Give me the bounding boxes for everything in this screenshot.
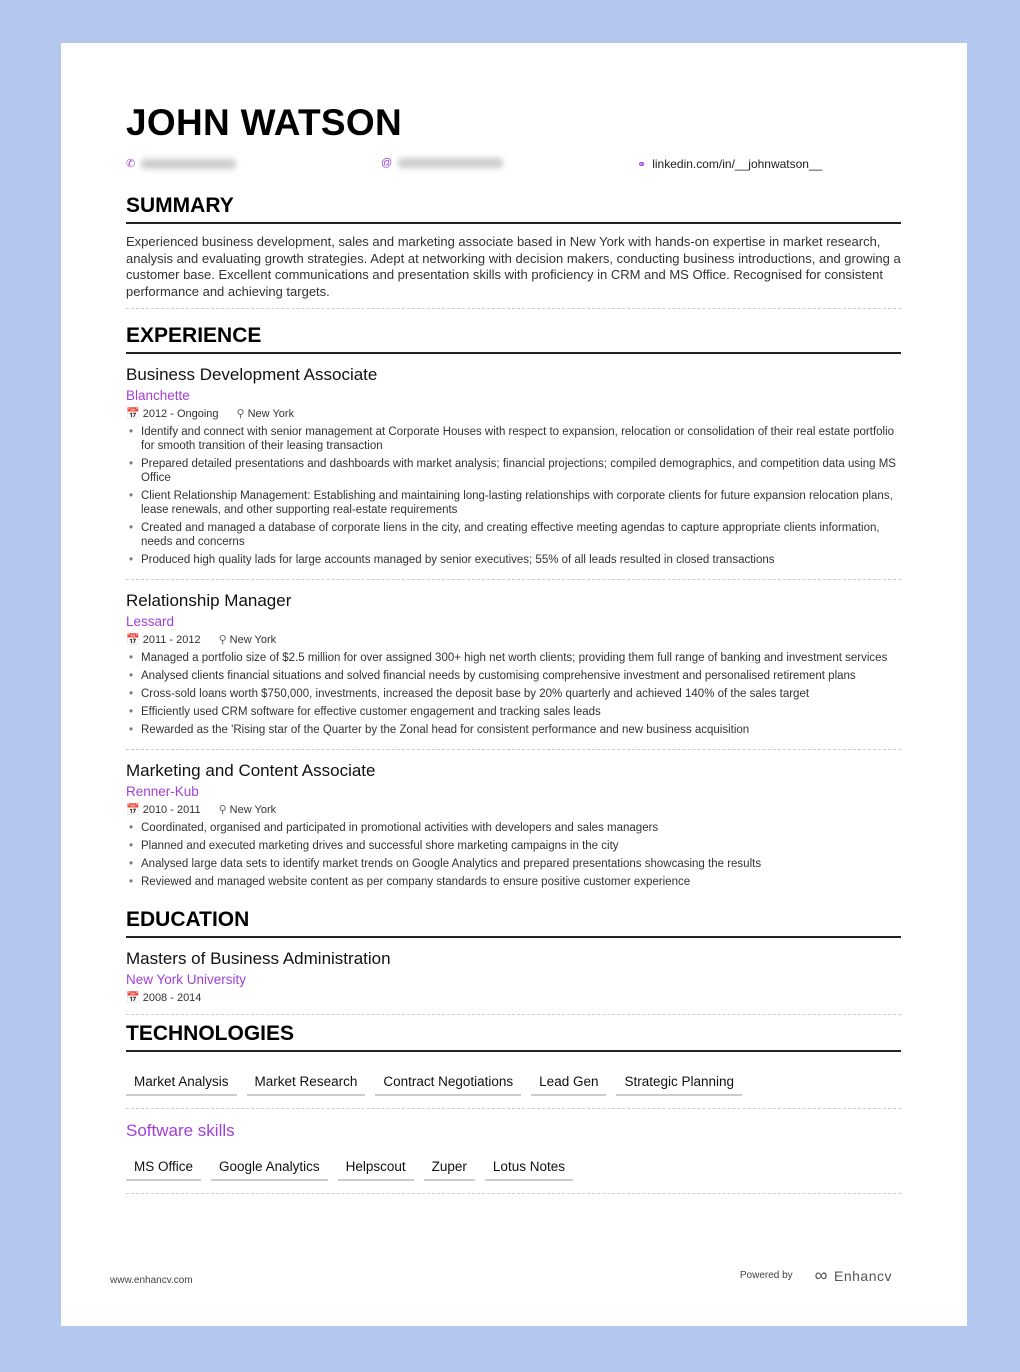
bullet-item: • Created and managed a database of corporate liens in the city, and creating effective meeting agendas to capture appropriate clients information, needs and concerns [126, 521, 901, 549]
job-dates: 2011 - 2012 [142, 634, 201, 646]
job-entry [126, 750, 901, 901]
education-entry [126, 938, 901, 1015]
job-dates: 2010 - 2011 [142, 804, 201, 816]
phone-redacted [141, 159, 236, 169]
software-tag: MS Office [126, 1159, 201, 1181]
bullet-item: • Managed a portfolio size of $2.5 million for over assigned 300+ high net worth clients; providing them full range of banking and investment services [126, 651, 901, 665]
experience-heading: EXPERIENCE [126, 323, 901, 354]
email-redacted [398, 158, 503, 168]
candidate-name: JOHN WATSON [126, 102, 403, 143]
infinity-heart-icon: ∞ [814, 1265, 829, 1285]
calendar-icon: 📅 [126, 408, 140, 420]
email-contact [381, 157, 503, 169]
summary-text: Experienced business development, sales and marketing associate based in New York with hands-on expertise in market research, analysis and evaluating growth strategies. Adept at networking with decision makers, conducting business introductions, and growing a customer base. Excellent communications and presentation skills with proficiency in CRM and MS Office. Recognised for consistent performance and achieving targets. [126, 234, 901, 309]
bullet-item: • Efficiently used CRM software for effective customer engagement and tracking sales leads [126, 705, 901, 719]
bullet-item: • Client Relationship Management: Establishing and maintaining long-lasting relationships with corporate clients for future expansion relocation plans, lease renewals, and other supporting real-estate requirements [126, 489, 901, 517]
technology-tag: Market Research [247, 1074, 366, 1096]
company-name: Blanchette [126, 388, 190, 403]
software-tag: Google Analytics [211, 1159, 328, 1181]
job-meta [126, 406, 901, 422]
enhancv-logo[interactable] [815, 1265, 892, 1286]
job-location: New York [229, 634, 277, 646]
calendar-icon: 📅 [126, 804, 140, 816]
job-dates-wrap [126, 802, 201, 818]
technology-tag: Strategic Planning [616, 1074, 742, 1096]
technologies-heading: TECHNOLOGIES [126, 1021, 901, 1052]
footer-branding [740, 1265, 892, 1286]
technology-tags [126, 1052, 901, 1109]
bullet-item: • Coordinated, organised and participated in promotional activities with developers and sales managers [126, 821, 901, 835]
job-entry [126, 580, 901, 750]
bullet-item: • Prepared detailed presentations and dashboards with market analysis; financial projections; compiled demographics, and competition data using MS Office [126, 457, 901, 485]
calendar-icon: 📅 [126, 634, 140, 646]
linkedin-url[interactable]: linkedin.com/in/__johnwatson__ [652, 157, 823, 171]
job-bullets [126, 821, 901, 889]
bullet-item: • Cross-sold loans worth $750,000, investments, increased the deposit base by 20% quarterly and achieved 140% of the sales target [126, 687, 901, 701]
resume-page [61, 43, 967, 1326]
job-location-wrap [219, 632, 277, 648]
job-meta [126, 802, 901, 818]
job-meta [126, 632, 901, 648]
job-location-wrap [237, 406, 295, 422]
software-tag: Lotus Notes [485, 1159, 573, 1181]
bullet-item: • Produced high quality lads for large accounts managed by senior executives; 55% of all leads resulted in closed transactions [126, 553, 901, 567]
experience-list [126, 354, 901, 901]
job-dates-wrap [126, 632, 201, 648]
location-pin-icon: ⚲ [236, 408, 245, 420]
education-heading: EDUCATION [126, 907, 901, 938]
footer-website[interactable]: www.enhancv.com [110, 1275, 193, 1286]
at-icon: @ [381, 157, 393, 169]
job-dates-wrap [126, 406, 219, 422]
job-bullets [126, 651, 901, 737]
phone-contact [126, 157, 236, 170]
summary-heading: SUMMARY [126, 193, 901, 224]
phone-icon: ✆ [126, 158, 136, 170]
job-entry [126, 354, 901, 580]
bullet-item: • Identify and connect with senior management at Corporate Houses with respect to expansion, relocation or consolidation of their real estate portfolio for smooth transition of their leasing transaction [126, 425, 901, 453]
bullet-item: • Analysed clients financial situations and solved financial needs by customising comprehensive investment and personalised retirement plans [126, 669, 901, 683]
software-tag: Helpscout [338, 1159, 414, 1181]
job-bullets [126, 425, 901, 567]
software-tag: Zuper [424, 1159, 475, 1181]
school: New York University [126, 972, 247, 987]
software-tags [126, 1141, 901, 1194]
link-icon: ⚭ [637, 158, 647, 171]
company-name: Renner-Kub [126, 784, 199, 799]
bullet-item: • Reviewed and managed website content as per company standards to ensure positive customer experience [126, 875, 901, 889]
job-location: New York [229, 804, 277, 816]
job-location: New York [247, 408, 295, 420]
location-pin-icon: ⚲ [218, 804, 227, 816]
bullet-item: • Rewarded as the 'Rising star of the Quarter by the Zonal head for consistent performance and new business acquisition [126, 723, 901, 737]
job-title: Marketing and Content Associate [126, 761, 376, 780]
job-location-wrap [219, 802, 277, 818]
resume-content [126, 101, 901, 1194]
calendar-icon: 📅 [126, 992, 140, 1004]
brand-name: Enhancv [834, 1267, 892, 1284]
technology-tag: Market Analysis [126, 1074, 237, 1096]
education-meta [126, 990, 901, 1006]
company-name: Lessard [126, 614, 175, 629]
job-title: Business Development Associate [126, 365, 378, 384]
powered-by-label: Powered by [739, 1270, 793, 1281]
bullet-item: • Planned and executed marketing drives and successful shore marketing campaigns in the city [126, 839, 901, 853]
software-skills-heading: Software skills [126, 1121, 235, 1140]
location-pin-icon: ⚲ [218, 634, 227, 646]
degree: Masters of Business Administration [126, 949, 391, 968]
job-dates: 2012 - Ongoing [142, 408, 219, 420]
education-dates: 2008 - 2014 [142, 992, 202, 1004]
bullet-item: • Analysed large data sets to identify market trends on Google Analytics and prepared presentations showcasing the results [126, 857, 901, 871]
job-title: Relationship Manager [126, 591, 292, 610]
contact-row [126, 153, 901, 179]
technology-tag: Lead Gen [531, 1074, 606, 1096]
linkedin-contact[interactable] [637, 157, 822, 171]
technology-tag: Contract Negotiations [375, 1074, 521, 1096]
